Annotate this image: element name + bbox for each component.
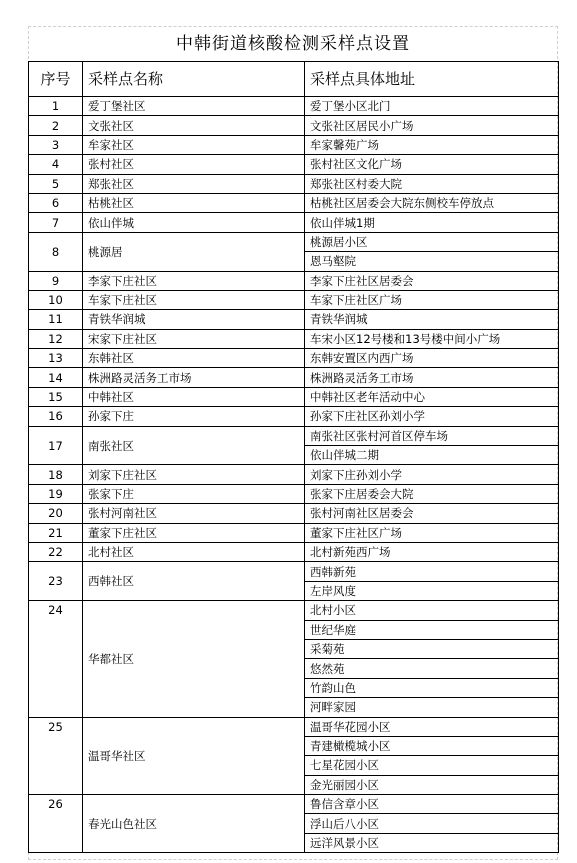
- site-address: 鲁信含章小区: [305, 795, 559, 814]
- table-row: [29, 213, 559, 232]
- row-serial: 5: [29, 174, 83, 193]
- table-row: [29, 407, 559, 426]
- site-name: 东韩社区: [83, 349, 305, 368]
- table-row: [29, 135, 559, 154]
- site-address: 董家下庄社区广场: [305, 523, 559, 542]
- table-body: [29, 97, 559, 853]
- site-address: 远洋风景小区: [305, 833, 559, 852]
- site-address: 张家下庄居委会大院: [305, 484, 559, 503]
- site-name: 宋家下庄社区: [83, 329, 305, 348]
- site-address: 桃源居小区: [305, 232, 559, 251]
- site-name: 南张社区: [83, 426, 305, 465]
- site-address: 采菊苑: [305, 639, 559, 658]
- site-address: 爱丁堡小区北门: [305, 97, 559, 116]
- header-site-name: 采样点名称: [83, 62, 305, 97]
- site-address: 车宋小区12号楼和13号楼中间小广场: [305, 329, 559, 348]
- table-header-row: [29, 62, 559, 97]
- site-name: 枯桃社区: [83, 193, 305, 212]
- site-address: 李家下庄社区居委会: [305, 271, 559, 290]
- site-name: 孙家下庄: [83, 407, 305, 426]
- row-serial: 17: [29, 426, 83, 465]
- site-address: 株洲路灵活务工市场: [305, 368, 559, 387]
- row-serial: 9: [29, 271, 83, 290]
- row-serial: 1: [29, 97, 83, 116]
- table-row: [29, 155, 559, 174]
- table-row: [29, 368, 559, 387]
- row-serial: 13: [29, 349, 83, 368]
- row-serial: 12: [29, 329, 83, 348]
- site-name: 依山伴城: [83, 213, 305, 232]
- header-site-address: 采样点具体地址: [305, 62, 559, 97]
- header-serial: 序号: [29, 62, 83, 97]
- table-row: [29, 484, 559, 503]
- row-serial: 3: [29, 135, 83, 154]
- site-name: 郑张社区: [83, 174, 305, 193]
- row-serial: 24: [29, 601, 83, 717]
- site-address: 恩马壑院: [305, 252, 559, 271]
- table-row: [29, 795, 559, 814]
- site-name: 温哥华社区: [83, 717, 305, 795]
- row-serial: 10: [29, 290, 83, 309]
- row-serial: 15: [29, 387, 83, 406]
- site-address: 青建橄榄城小区: [305, 736, 559, 755]
- site-address: 河畔家园: [305, 698, 559, 717]
- site-name: 车家下庄社区: [83, 290, 305, 309]
- row-serial: 22: [29, 542, 83, 561]
- table-row: [29, 465, 559, 484]
- table-row: [29, 232, 559, 251]
- row-serial: 4: [29, 155, 83, 174]
- site-name: 张家下庄: [83, 484, 305, 503]
- site-address: 依山伴城1期: [305, 213, 559, 232]
- site-address: 悠然苑: [305, 659, 559, 678]
- table-row: [29, 271, 559, 290]
- site-address: 北村新苑西广场: [305, 542, 559, 561]
- table-row: [29, 387, 559, 406]
- row-serial: 25: [29, 717, 83, 795]
- site-address: 张村社区文化广场: [305, 155, 559, 174]
- site-name: 中韩社区: [83, 387, 305, 406]
- site-address: 浮山后八小区: [305, 814, 559, 833]
- table-row: [29, 329, 559, 348]
- row-serial: 6: [29, 193, 83, 212]
- row-serial: 26: [29, 795, 83, 853]
- site-name: 张村社区: [83, 155, 305, 174]
- site-address: 世纪华庭: [305, 620, 559, 639]
- site-name: 华都社区: [83, 601, 305, 717]
- table-row: [29, 310, 559, 329]
- table-row: [29, 97, 559, 116]
- table-row: [29, 504, 559, 523]
- site-address: 金光丽园小区: [305, 775, 559, 794]
- row-serial: 20: [29, 504, 83, 523]
- row-serial: 16: [29, 407, 83, 426]
- table-row: [29, 601, 559, 620]
- document-title: 中韩街道核酸检测采样点设置: [176, 34, 410, 54]
- row-serial: 21: [29, 523, 83, 542]
- site-address: 竹韵山色: [305, 678, 559, 697]
- table-row: [29, 426, 559, 445]
- table-row: [29, 562, 559, 581]
- site-name: 青铁华润城: [83, 310, 305, 329]
- site-name: 李家下庄社区: [83, 271, 305, 290]
- site-name: 文张社区: [83, 116, 305, 135]
- site-address: 枯桃社区居委会大院东侧校车停放点: [305, 193, 559, 212]
- site-address: 南张社区张村河首区停车场: [305, 426, 559, 445]
- row-serial: 18: [29, 465, 83, 484]
- site-address: 依山伴城二期: [305, 446, 559, 465]
- site-address: 中韩社区老年活动中心: [305, 387, 559, 406]
- site-address: 东韩安置区内西广场: [305, 349, 559, 368]
- row-serial: 2: [29, 116, 83, 135]
- site-name: 刘家下庄社区: [83, 465, 305, 484]
- site-name: 张村河南社区: [83, 504, 305, 523]
- table-row: [29, 193, 559, 212]
- table-row: [29, 542, 559, 561]
- table-row: [29, 116, 559, 135]
- site-name: 北村社区: [83, 542, 305, 561]
- site-address: 牟家馨苑广场: [305, 135, 559, 154]
- site-address: 温哥华花园小区: [305, 717, 559, 736]
- site-address: 车家下庄社区广场: [305, 290, 559, 309]
- site-name: 西韩社区: [83, 562, 305, 601]
- row-serial: 23: [29, 562, 83, 601]
- table-row: [29, 523, 559, 542]
- site-address: 郑张社区村委大院: [305, 174, 559, 193]
- site-name: 株洲路灵活务工市场: [83, 368, 305, 387]
- table-row: [29, 717, 559, 736]
- site-name: 董家下庄社区: [83, 523, 305, 542]
- table-row: [29, 349, 559, 368]
- site-name: 牟家社区: [83, 135, 305, 154]
- site-address: 刘家下庄孙刘小学: [305, 465, 559, 484]
- sampling-points-table: [28, 61, 559, 853]
- site-name: 桃源居: [83, 232, 305, 271]
- site-address: 青铁华润城: [305, 310, 559, 329]
- site-address: 张村河南社区居委会: [305, 504, 559, 523]
- site-address: 文张社区居民小广场: [305, 116, 559, 135]
- table-row: [29, 174, 559, 193]
- site-address: 北村小区: [305, 601, 559, 620]
- row-serial: 7: [29, 213, 83, 232]
- row-serial: 8: [29, 232, 83, 271]
- site-name: 爱丁堡社区: [83, 97, 305, 116]
- row-serial: 19: [29, 484, 83, 503]
- site-address: 孙家下庄社区孙刘小学: [305, 407, 559, 426]
- site-address: 西韩新苑: [305, 562, 559, 581]
- table-row: [29, 290, 559, 309]
- site-address: 左岸风度: [305, 581, 559, 600]
- site-name: 春光山色社区: [83, 795, 305, 853]
- row-serial: 11: [29, 310, 83, 329]
- row-serial: 14: [29, 368, 83, 387]
- site-address: 七星花园小区: [305, 756, 559, 775]
